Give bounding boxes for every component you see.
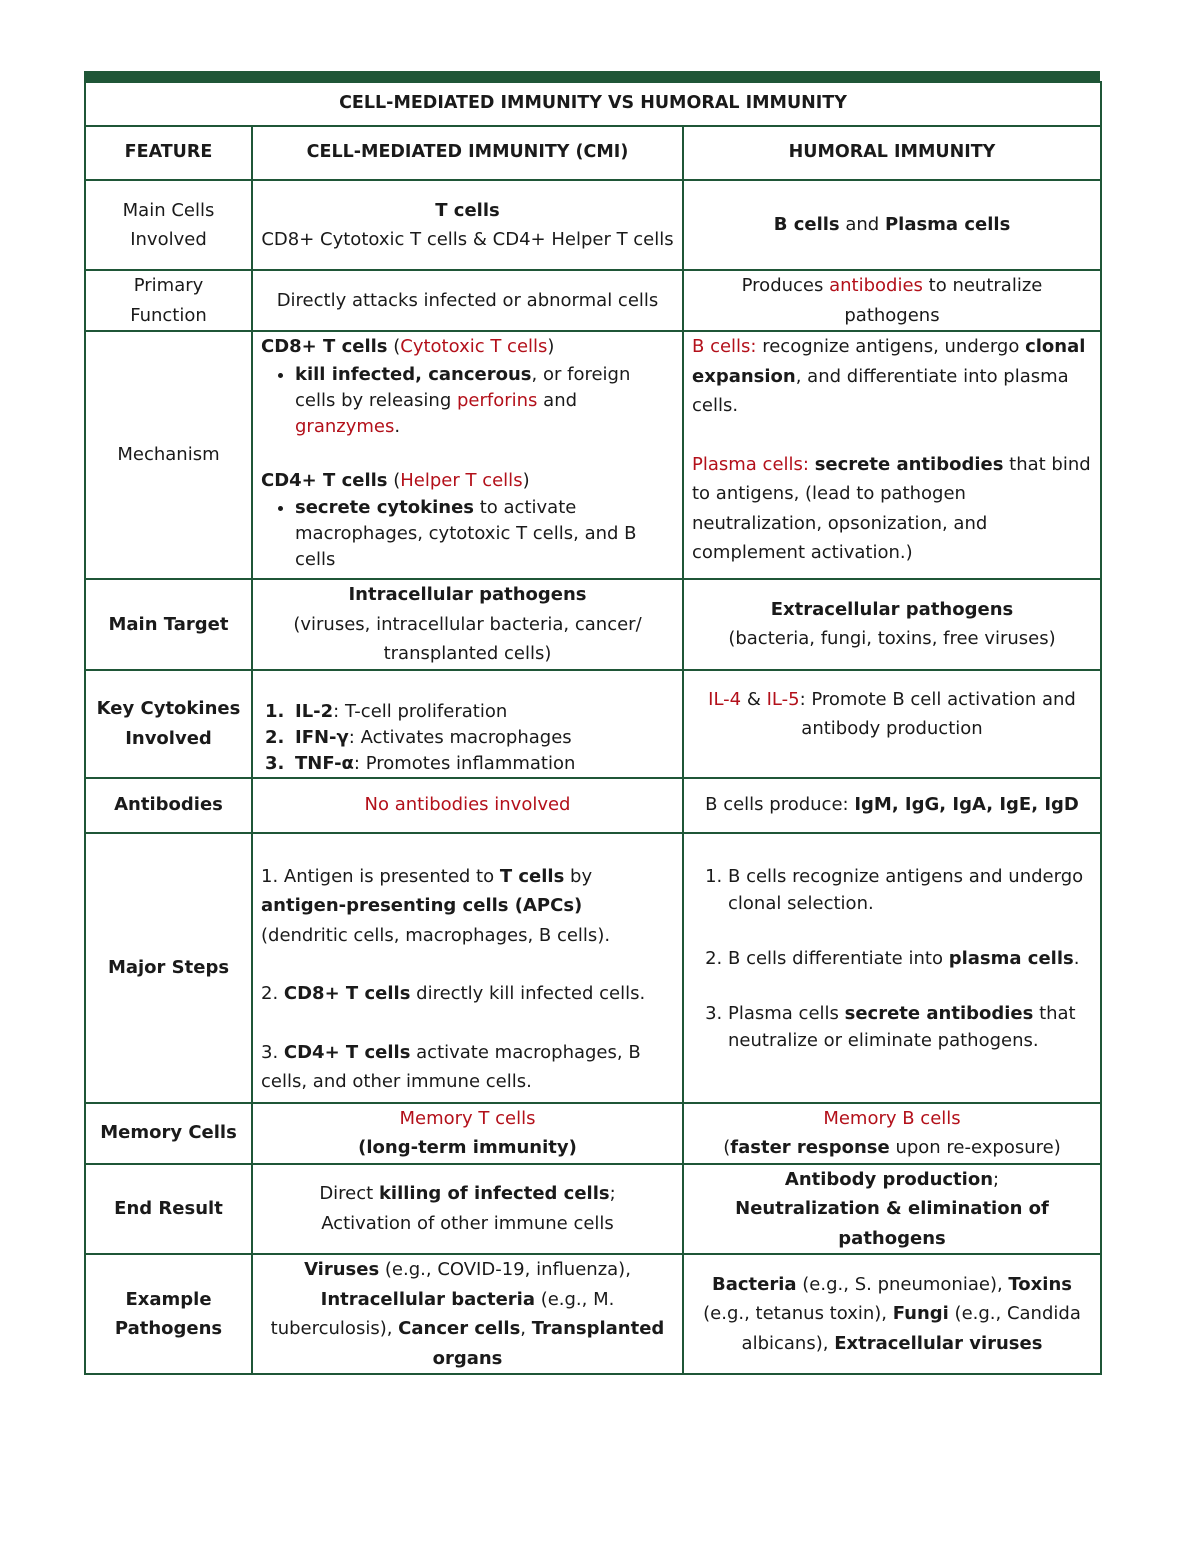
humoral-mechanism bbox=[683, 331, 1101, 579]
hum-memory-open: ( bbox=[723, 1137, 731, 1158]
hum-mech-secrete: secrete antibodies bbox=[814, 453, 1004, 475]
hum-ex-viruses: Extracellular viruses bbox=[834, 1332, 1043, 1354]
cytokine-item bbox=[261, 751, 674, 777]
s3a: 3. bbox=[261, 1041, 284, 1063]
cmi-target-text: (viruses, intracellular bacteria, cancer/ transplanted cells) bbox=[293, 613, 642, 664]
h3b: secrete antibodies bbox=[844, 1002, 1034, 1024]
feature-end-result: End Result bbox=[85, 1164, 252, 1255]
hum-ex-t1: (e.g., S. pneumoniae), bbox=[796, 1273, 1009, 1295]
cd8-text1: , or foreign cells by releasing bbox=[295, 363, 631, 411]
row-end-result bbox=[85, 1164, 1101, 1255]
hum-ex-toxins: Toxins bbox=[1008, 1273, 1072, 1295]
cytokine-name: TNF-α bbox=[295, 752, 354, 774]
hum-mech-clonal: clonal expansion bbox=[692, 336, 1086, 387]
cmi-major-steps bbox=[252, 833, 683, 1103]
h3c: that neutralize or eliminate pathogens. bbox=[728, 1002, 1076, 1051]
h2c: . bbox=[1073, 947, 1080, 969]
cmi-end-result bbox=[252, 1164, 683, 1255]
humoral-end-result bbox=[683, 1164, 1101, 1255]
hum-cyt-text: : Promote B cell activation and antibody production bbox=[799, 688, 1076, 739]
s3c: activate macrophages, B cells, and other immune cells. bbox=[261, 1041, 641, 1092]
cmi-examples bbox=[252, 1254, 683, 1374]
header-humoral: HUMORAL IMMUNITY bbox=[683, 126, 1101, 180]
comparison-table bbox=[84, 81, 1102, 1375]
s1d: antigen-presenting cells (APCs) bbox=[261, 895, 583, 916]
top-accent-bar bbox=[84, 71, 1100, 81]
feature-antibodies: Antibodies bbox=[85, 778, 252, 833]
humoral-and: and bbox=[839, 214, 885, 236]
humoral-plasma-cells: Plasma cells bbox=[884, 214, 1011, 236]
cd4-list bbox=[261, 495, 674, 573]
cmi-target-bold: Intracellular pathogens bbox=[348, 584, 587, 605]
cmi-ex-cancer: Cancer cells bbox=[398, 1318, 521, 1339]
cytokine-item bbox=[261, 699, 674, 725]
s2a: 2. bbox=[261, 983, 284, 1004]
humoral-memory bbox=[683, 1103, 1101, 1164]
cmi-step-3 bbox=[261, 1038, 674, 1097]
s1a: 1. Antigen is presented to bbox=[261, 865, 500, 887]
cd8-kill: kill infected, cancerous bbox=[295, 363, 532, 385]
feature-mechanism: Mechanism bbox=[85, 331, 252, 579]
cmi-cytokines bbox=[252, 670, 683, 778]
hum-mech-text1: recognize antigens, undergo bbox=[756, 336, 1026, 357]
row-main-target bbox=[85, 579, 1101, 670]
hum-target-text: (bacteria, fungi, toxins, free viruses) bbox=[728, 628, 1056, 650]
humoral-cytokines bbox=[683, 670, 1101, 778]
hum-end-line2: Neutralization & elimination of pathogens bbox=[735, 1198, 1049, 1249]
cmi-end-line2: Activation of other immune cells bbox=[321, 1212, 614, 1234]
cytokine-name: IFN-γ bbox=[295, 726, 349, 748]
cmi-end-pre: Direct bbox=[319, 1183, 379, 1205]
header-cmi: CELL-MEDIATED IMMUNITY (CMI) bbox=[252, 126, 683, 180]
s1c: by bbox=[564, 865, 593, 887]
feature-major-steps: Major Steps bbox=[85, 833, 252, 1103]
hum-mech-plasma: Plasma cells: bbox=[692, 453, 809, 475]
cmi-ex-transplanted: Transplanted organs bbox=[432, 1318, 665, 1369]
cmi-ex-t2: (e.g., M. tuberculosis), bbox=[270, 1288, 615, 1339]
s3b: CD4+ T cells bbox=[283, 1041, 411, 1063]
hum-il4: IL-4 bbox=[708, 688, 742, 710]
humoral-examples bbox=[683, 1254, 1101, 1374]
s2c: directly kill infected cells. bbox=[410, 983, 646, 1004]
hum-target-bold: Extracellular pathogens bbox=[770, 598, 1014, 620]
cmi-memory-cells: Memory T cells bbox=[399, 1107, 536, 1129]
cmi-main-cells-text: CD8+ Cytotoxic T cells & CD4+ Helper T cells bbox=[261, 229, 674, 250]
h2b: plasma cells bbox=[948, 947, 1074, 969]
row-mechanism bbox=[85, 331, 1101, 579]
cmi-end-semi: ; bbox=[609, 1183, 616, 1205]
cmi-main-cells bbox=[252, 180, 683, 270]
cytokine-desc: : Activates macrophages bbox=[348, 726, 572, 748]
cd4-paren-open: ( bbox=[387, 469, 401, 491]
cd4-list-item bbox=[295, 495, 674, 573]
cd8-granzymes: granzymes bbox=[295, 415, 395, 437]
cd4-text: to activate macrophages, cytotoxic T cells, and B cells bbox=[295, 497, 637, 570]
cmi-ex-t1: (e.g., COVID-19, influenza), bbox=[379, 1259, 631, 1280]
cmi-step-2 bbox=[261, 979, 674, 1009]
humoral-antibodies bbox=[683, 778, 1101, 833]
cmi-mechanism bbox=[252, 331, 683, 579]
hum-step-1: 1. B cells recognize antigens and undergo clonal selection. bbox=[728, 863, 1092, 917]
h2a: B cells differentiate into bbox=[728, 947, 949, 969]
h3a: Plasma cells bbox=[728, 1002, 845, 1024]
cytokine-num: 1. bbox=[265, 700, 285, 722]
hum-ex-t3: (e.g., Candida albicans), bbox=[741, 1303, 1081, 1354]
cmi-primary-function: Directly attacks infected or abnormal cells bbox=[252, 270, 683, 331]
humoral-major-steps bbox=[683, 833, 1101, 1103]
cd8-text2: and bbox=[537, 389, 578, 411]
cytokine-num: 3. bbox=[265, 752, 285, 774]
row-main-cells bbox=[85, 180, 1101, 270]
cd8-list bbox=[261, 362, 674, 440]
humoral-steps-list bbox=[692, 863, 1092, 1054]
hum-pf-pre: Produces bbox=[741, 275, 830, 296]
humoral-bcells: B cells bbox=[773, 214, 840, 236]
hum-pf-post: to neutralize pathogens bbox=[844, 275, 1043, 326]
cmi-main-cells-bold: T cells bbox=[435, 199, 500, 221]
hum-ab-pre: B cells produce: bbox=[705, 794, 855, 816]
hum-mech-text2: , and differentiate into plasma cells. bbox=[692, 365, 1069, 416]
cd8-paren-close: ) bbox=[547, 336, 555, 357]
hum-memory-bold: faster response bbox=[730, 1137, 890, 1158]
hum-end-semi: ; bbox=[993, 1168, 1000, 1190]
cmi-end-bold: killing of infected cells bbox=[378, 1183, 610, 1205]
hum-ex-t2: (e.g., tetanus toxin), bbox=[703, 1303, 893, 1325]
hum-il5: IL-5 bbox=[766, 688, 800, 710]
cd8-heading: CD8+ T cells bbox=[261, 336, 388, 357]
cd4-secrete: secrete cytokines bbox=[295, 497, 475, 518]
feature-main-target: Main Target bbox=[85, 579, 252, 670]
row-examples bbox=[85, 1254, 1101, 1374]
row-cytokines bbox=[85, 670, 1101, 778]
humoral-main-cells bbox=[683, 180, 1101, 270]
hum-step-2 bbox=[728, 945, 1092, 972]
cmi-ex-viruses: Viruses bbox=[304, 1259, 380, 1280]
hum-memory-rest: upon re-exposure) bbox=[889, 1137, 1061, 1158]
cd8-paren-open: ( bbox=[387, 336, 401, 357]
feature-examples: Example Pathogens bbox=[85, 1254, 252, 1374]
hum-step-3 bbox=[728, 1000, 1092, 1054]
cytokine-desc: : T-cell proliferation bbox=[333, 700, 508, 722]
row-memory bbox=[85, 1103, 1101, 1164]
header-feature: FEATURE bbox=[85, 126, 252, 180]
cmi-ex-bacteria: Intracellular bacteria bbox=[320, 1288, 535, 1310]
cytokine-item bbox=[261, 725, 674, 751]
cmi-memory bbox=[252, 1103, 683, 1164]
hum-ex-fungi: Fungi bbox=[892, 1303, 949, 1325]
cytokine-name: IL-2 bbox=[295, 700, 334, 722]
cytokine-desc: : Promotes inflammation bbox=[353, 752, 576, 774]
cd4-paren-close: ) bbox=[522, 469, 530, 491]
s1b: T cells bbox=[499, 865, 565, 887]
cmi-antibodies: No antibodies involved bbox=[252, 778, 683, 833]
humoral-main-target bbox=[683, 579, 1101, 670]
header-row bbox=[85, 126, 1101, 180]
hum-memory-cells: Memory B cells bbox=[823, 1107, 961, 1129]
cmi-memory-note: (long-term immunity) bbox=[358, 1137, 577, 1158]
feature-cytokines: Key Cytokines Involved bbox=[85, 670, 252, 778]
feature-memory: Memory Cells bbox=[85, 1103, 252, 1164]
cmi-step-1 bbox=[261, 862, 674, 951]
cd8-text3: . bbox=[394, 415, 401, 437]
hum-cyt-and: & bbox=[741, 688, 767, 710]
hum-mech-bcells: B cells: bbox=[692, 336, 757, 357]
hum-pf-antibodies: antibodies bbox=[829, 275, 923, 296]
row-major-steps bbox=[85, 833, 1101, 1103]
feature-primary-function: Primary Function bbox=[85, 270, 252, 331]
s2b: CD8+ T cells bbox=[283, 983, 411, 1004]
humoral-primary-function bbox=[683, 270, 1101, 331]
cd4-heading: CD4+ T cells bbox=[261, 469, 388, 491]
hum-ab-list: IgM, IgG, IgA, IgE, IgD bbox=[854, 794, 1079, 816]
hum-end-line1: Antibody production bbox=[784, 1168, 994, 1190]
cmi-main-target bbox=[252, 579, 683, 670]
table-title-row bbox=[85, 82, 1101, 126]
feature-main-cells: Main Cells Involved bbox=[85, 180, 252, 270]
table-title: CELL-MEDIATED IMMUNITY VS HUMORAL IMMUNITY bbox=[85, 82, 1101, 126]
cd8-cytotoxic: Cytotoxic T cells bbox=[400, 336, 548, 357]
row-antibodies bbox=[85, 778, 1101, 833]
row-primary-function bbox=[85, 270, 1101, 331]
cytokine-num: 2. bbox=[265, 726, 285, 748]
cd8-list-item bbox=[295, 362, 674, 440]
s1e: (dendritic cells, macrophages, B cells). bbox=[261, 924, 611, 946]
cd4-helper: Helper T cells bbox=[400, 469, 523, 491]
hum-ex-bacteria: Bacteria bbox=[712, 1273, 797, 1295]
hum-mech-text3: that bind to antigens, (lead to pathogen neutralization, opsonization, and complement activation.) bbox=[692, 453, 1091, 563]
cd8-perforins: perforins bbox=[457, 389, 538, 411]
cmi-ex-t3: , bbox=[520, 1318, 532, 1339]
